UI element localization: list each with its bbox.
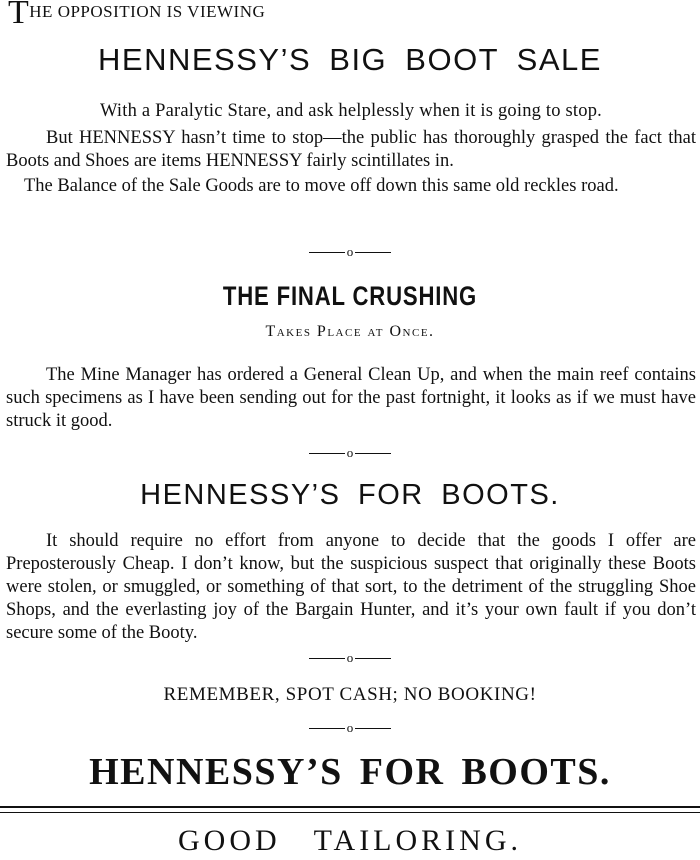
separator	[0, 649, 700, 666]
paragraph-paralytic-stare	[6, 100, 696, 123]
top-line-text: HE OPPOSITION IS VIEWING	[29, 2, 266, 21]
separator	[0, 719, 700, 736]
final-crushing-subheading: Takes Place at Once.	[265, 323, 435, 340]
good-tailoring-heading: GOOD TAILORING.	[177, 824, 523, 857]
paragraph-text: The Balance of the Sale Goods are to move off down this same old reckles road.	[24, 176, 619, 196]
sale-heading: HENNESSY’S BIG BOOT SALE	[98, 42, 602, 77]
paragraph-text: The Mine Manager has ordered a General Clean Up, and when the main reef contains such specimens as I have been sending out for the past fortnight, it looks as if we must have struck it good.	[6, 365, 696, 431]
big-footer-heading: HENNESSY’S FOR BOOTS.	[89, 751, 611, 793]
separator	[0, 243, 700, 260]
paragraph-text: But HENNESSY hasn’t time to stop—the public has thoroughly grasped the fact that Boots and Shoes are items HENNESSY fairly scintillates in.	[6, 128, 696, 171]
separator-o: o	[346, 720, 354, 736]
paragraph-mine-manager	[6, 364, 696, 433]
separator-o: o	[346, 244, 354, 260]
paragraph-preposterously-cheap	[6, 530, 696, 645]
paragraph-text: It should require no effort from anyone to decide that the goods I offer are Preposterously Cheap. I don’t know, but the suspicious suspect that originally these Boots were stolen, or smuggled, or something of that sort, to the detriment of the struggling Shoe Shops, and the everlasting joy of the Bargain Hunter, and it’s your own fault if you don’t secure some of the Booty.	[6, 531, 696, 643]
paragraph-no-time	[6, 127, 696, 173]
double-rule-top	[0, 806, 700, 808]
remember-line: REMEMBER, SPOT CASH; NO BOOKING!	[163, 684, 537, 705]
double-rule-bottom	[0, 812, 700, 813]
separator-o: o	[346, 445, 354, 461]
drop-cap: T	[8, 0, 30, 31]
paragraph-balance	[6, 175, 696, 198]
final-crushing-heading: THE FINAL CRUSHING	[222, 281, 478, 311]
separator-o: o	[346, 650, 354, 666]
top-line	[8, 0, 265, 30]
paragraph-text: With a Paralytic Stare, and ask helplessly when it is going to stop.	[100, 101, 602, 121]
boots-heading: HENNESSY’S FOR BOOTS.	[140, 479, 560, 511]
separator	[0, 444, 700, 461]
